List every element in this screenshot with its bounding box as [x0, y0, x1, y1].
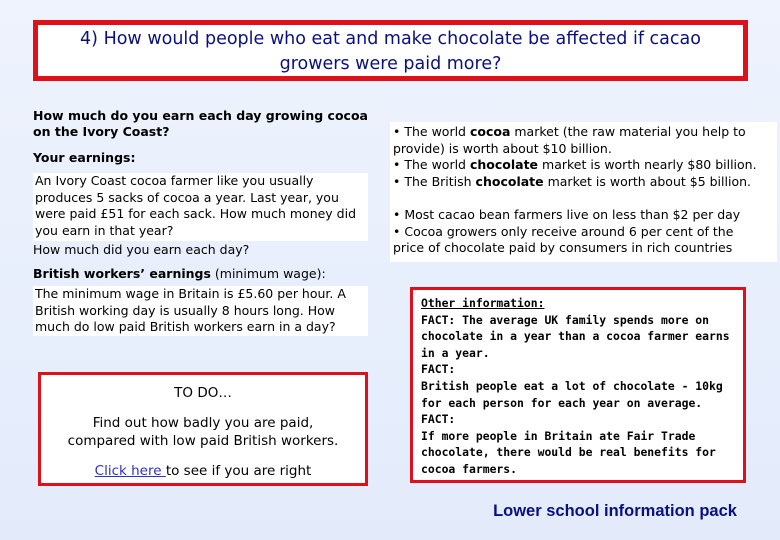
- market-b2-key: chocolate: [469, 157, 539, 172]
- todo-line1: Find out how badly you are paid,: [92, 415, 314, 431]
- info-line5: British people eat a lot of chocolate - 10kg: [421, 378, 723, 393]
- market-b1-post: market (the raw material you help to: [510, 124, 746, 139]
- market-b3-post: market is worth about $5 billion.: [543, 173, 751, 189]
- ivory-line2: produces 5 sacks of cocoa a year. Last year, you: [35, 189, 339, 205]
- market-b2-pre: • The world: [393, 157, 470, 172]
- market-bullet-farmers: • Most cacao bean farmers live on less than $2 per day: [393, 207, 741, 222]
- slide-title-line1: 4) How would people who eat and make chocolate be affected if cacao: [80, 29, 701, 49]
- todo-title: TO DO…: [174, 385, 232, 401]
- info-line8: If more people in Britain ate Fair Trade: [421, 428, 696, 443]
- other-information-box: [410, 287, 746, 483]
- todo-box: [38, 372, 368, 486]
- footer-label: Lower school information pack: [493, 502, 737, 520]
- todo-text: [41, 414, 365, 450]
- market-bullet-british: [393, 174, 774, 191]
- question-line1: How much do you earn each day growing cocoa: [33, 108, 368, 123]
- info-line2: chocolate in a year than a cocoa farmer earns: [421, 329, 730, 344]
- todo-line2: compared with low paid British workers.: [67, 433, 339, 449]
- info-line9: chocolate, there would be real benefits for: [421, 445, 716, 460]
- market-bullet-chocolate: [393, 157, 774, 174]
- market-bullet-share-line1: • Cocoa growers only receive around 6 per cent of the: [393, 223, 734, 239]
- min-line1: The minimum wage in Britain is £5.60 per hour. A: [35, 286, 346, 301]
- info-line3: in a year.: [421, 345, 490, 360]
- info-line1: FACT: The average UK family spends more on: [421, 312, 710, 327]
- market-b3-key: chocolate: [475, 173, 544, 189]
- market-b2-post: market is worth nearly $80 billion.: [538, 157, 757, 172]
- market-spacer: [393, 190, 774, 207]
- market-b1-key: cocoa: [469, 124, 511, 139]
- ivory-line4: you earn in that year?: [35, 222, 174, 238]
- min-line2: British working day is usually 8 hours long. How: [35, 302, 336, 318]
- market-bullet-cocoa: [393, 124, 774, 141]
- question-heading: [33, 108, 373, 140]
- market-bullet-share-line2: price of chocolate paid by consumers in rich countries: [393, 240, 733, 255]
- todo-link-rest: to see if you are right: [165, 463, 312, 479]
- slide-title-line2: growers were paid more?: [279, 54, 502, 74]
- info-line6: for each person for each year on average.: [421, 395, 703, 410]
- min-line3: much do low paid British workers earn in a day?: [35, 319, 336, 334]
- market-b3-pre: • The British: [393, 173, 476, 189]
- minimum-wage-problem: [33, 286, 368, 336]
- ivory-coast-problem: [33, 173, 368, 241]
- info-line4: FACT:: [421, 362, 456, 377]
- earnings-label: Your earnings:: [33, 150, 136, 165]
- info-heading: Other information:: [421, 296, 545, 310]
- info-line10: cocoa farmers.: [421, 461, 518, 476]
- british-earnings-bold: British workers’ earnings: [33, 266, 211, 281]
- question-line2: on the Ivory Coast?: [33, 124, 170, 139]
- todo-link-line: [41, 462, 365, 480]
- slide-title-box: [33, 20, 748, 81]
- british-earnings-rest: (minimum wage):: [210, 266, 326, 281]
- british-earnings-label: [33, 266, 378, 281]
- market-facts: [390, 122, 777, 262]
- ivory-line1: An Ivory Coast cocoa farmer like you usually: [35, 173, 314, 188]
- info-line7: FACT:: [421, 412, 456, 427]
- click-here-link[interactable]: Click here: [94, 463, 166, 479]
- market-b1-pre: • The world: [393, 124, 470, 139]
- market-b1-line2: provide) is worth about $10 billion.: [393, 140, 612, 156]
- daily-earnings-question: How much did you earn each day?: [33, 242, 250, 257]
- ivory-line3: were paid £51 for each sack. How much money did: [35, 206, 357, 221]
